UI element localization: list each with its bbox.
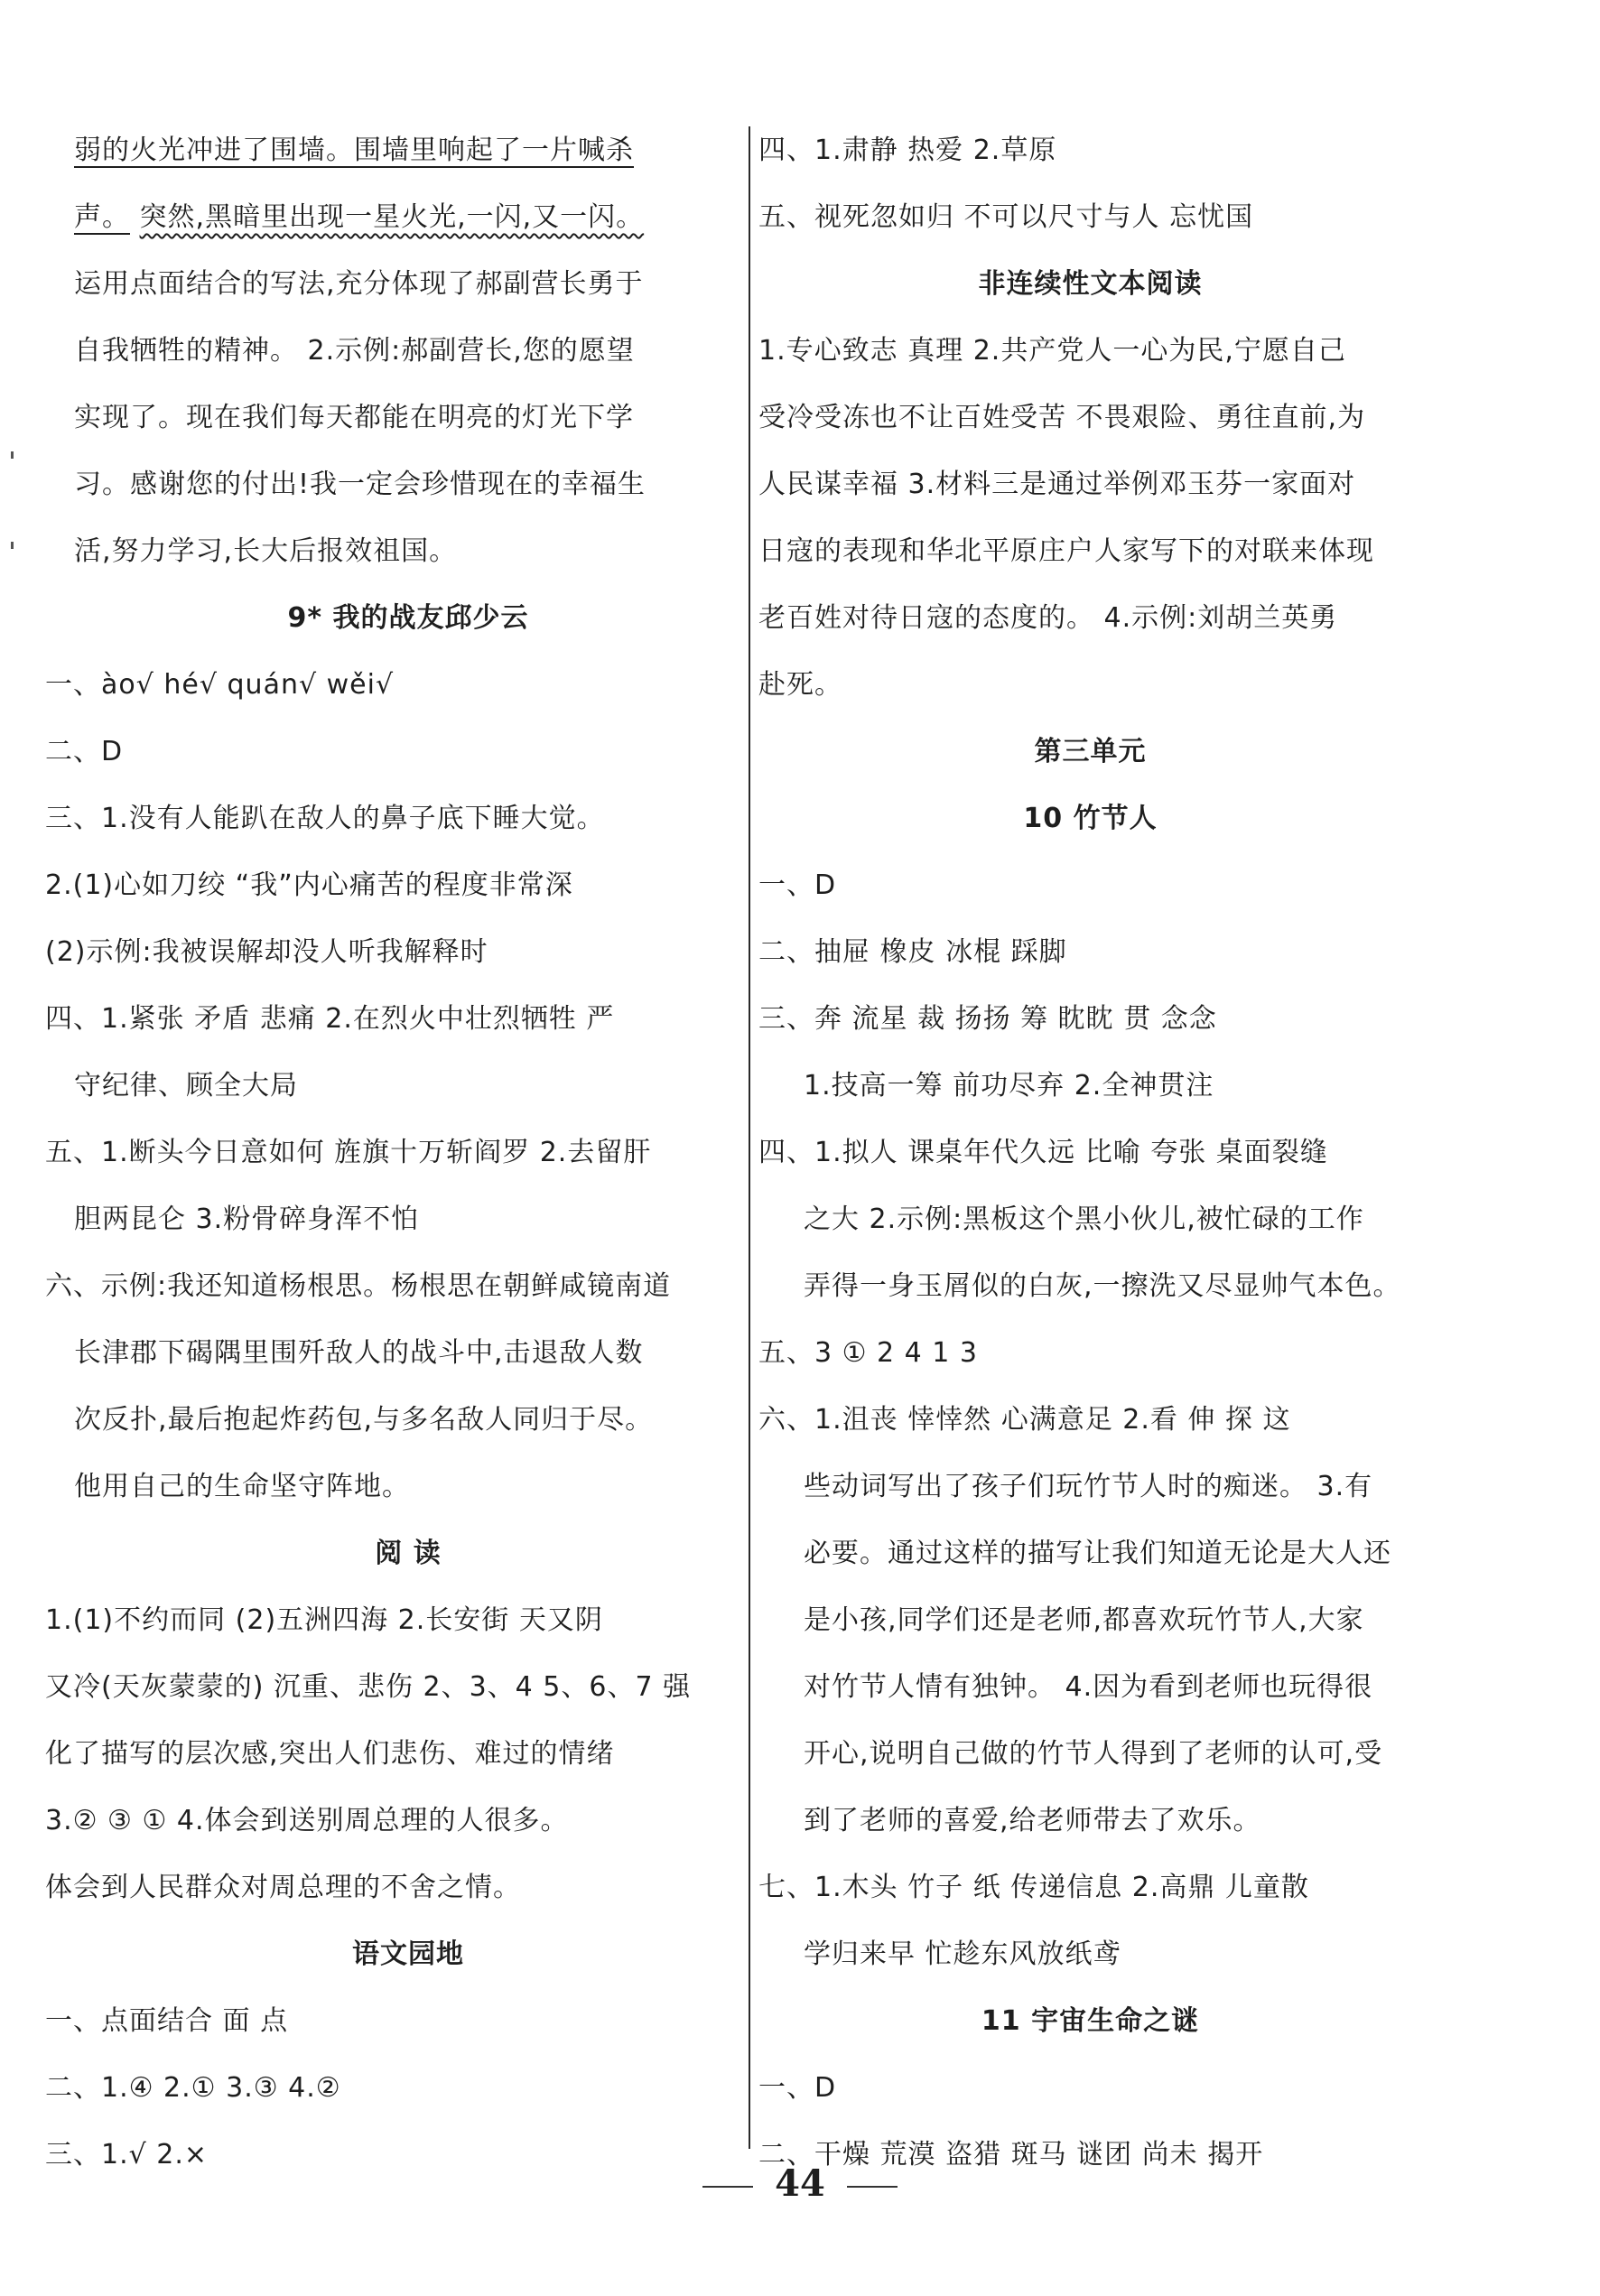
column-divider [749,126,750,2149]
text-line: 一、点面结合 面 点 [45,2005,289,2037]
text-line: 三、1.√ 2.× [45,2139,209,2171]
text-line: 是小孩,同学们还是老师,都喜欢玩竹节人,大家 [804,1604,1364,1636]
section-heading: 10 竹节人 [1023,803,1158,834]
section-heading: 9* 我的战友邱少云 [287,602,529,634]
text-line [74,184,742,251]
text-line: (2)示例:我被误解却没人听我解释时 [45,936,488,968]
text-line: 七、1.木头 竹子 纸 传递信息 2.高鼎 儿童散 [758,1872,1309,1903]
text-line: 弱的火光冲进了围墙。围墙里响起了一片喊杀 [74,135,634,166]
text-line: 胆两昆仑 3.粉骨碎身浑不怕 [74,1204,420,1235]
text-line: 次反扑,最后抱起炸药包,与多名敌人同归于尽。 [74,1404,654,1436]
text-line: 三、1.没有人能趴在敌人的鼻子底下睡大觉。 [45,803,605,834]
text-line: 实现了。现在我们每天都能在明亮的灯光下学 [74,402,634,433]
text-line: 些动词写出了孩子们玩竹节人时的痴迷。 3.有 [804,1471,1373,1502]
text-line: 他用自己的生命坚守阵地。 [74,1471,410,1502]
text-line: 2.(1)心如刀绞 “我”内心痛苦的程度非常深 [45,869,573,901]
text-line: 活,努力学习,长大后报效祖国。 [74,535,458,567]
text-line: 3.② ③ ① 4.体会到送别周总理的人很多。 [45,1805,569,1836]
section-heading: 非连续性文本阅读 [978,268,1203,300]
text-line: 五、3 ① 2 4 1 3 [758,1337,979,1369]
text-line: 守纪律、顾全大局 [74,1070,298,1102]
text-line: 运用点面结合的写法,充分体现了郝副营长勇于 [74,268,644,300]
right-column [758,117,1422,2189]
text-line: 必要。通过这样的描写让我们知道无论是大人还 [804,1538,1391,1569]
text-line: 自我牺牲的精神。 2.示例:郝副营长,您的愿望 [74,335,635,367]
text-line: 二、D [45,736,124,767]
text-line: 化了描写的层次感,突出人们悲伤、难过的情绪 [45,1738,615,1770]
text-line: 人民谋幸福 3.材料三是通过举例邓玉芬一家面对 [758,469,1356,500]
text-line: 二、抽屉 橡皮 冰棍 踩脚 [758,936,1067,968]
footer-dash [702,2186,753,2188]
footer-dash [847,2186,898,2188]
text-line: 六、示例:我还知道杨根思。杨根思在朝鲜咸镜南道 [45,1270,672,1302]
text-line: 一、D [758,869,837,901]
text-line: 六、1.沮丧 悻悻然 心满意足 2.看 伸 探 这 [758,1404,1291,1436]
text-line: 习。感谢您的付出!我一定会珍惜现在的幸福生 [74,469,647,500]
underlined-text: 声。 [74,201,130,233]
text-line: 四、1.紧张 矛盾 悲痛 2.在烈火中壮烈牺牲 严 [45,1003,615,1035]
page-number: 44 [775,2162,825,2205]
text-line: 之大 2.示例:黑板这个黑小伙儿,被忙碌的工作 [804,1204,1364,1235]
text-line: 三、奔 流星 裁 扬扬 筹 眈眈 贯 念念 [758,1003,1217,1035]
text-line: 对竹节人情有独钟。 4.因为看到老师也玩得很 [804,1671,1373,1703]
text-line: 五、1.断头今日意如何 旌旗十万斩阎罗 2.去留肝 [45,1137,652,1168]
text-line: 受冷受冻也不让百姓受苦 不畏艰险、勇往直前,为 [758,402,1366,433]
text-line: 1.技高一筹 前功尽弃 2.全神贯注 [804,1070,1214,1102]
text-line: 体会到人民群众对周总理的不舍之情。 [45,1872,521,1903]
text-line: 赴死。 [758,669,842,701]
text-line: 又冷(天灰蒙蒙的) 沉重、悲伤 2、3、4 5、6、7 强 [45,1671,692,1703]
text-line: 二、1.④ 2.① 3.③ 4.② [45,2072,341,2104]
text-line: 日寇的表现和华北平原庄户人家写下的对联来体现 [758,535,1374,567]
text-line: 弄得一身玉屑似的白灰,一擦洗又尽显帅气本色。 [804,1270,1401,1302]
scan-speck [11,451,14,459]
section-heading: 11 宇宙生命之谜 [981,2005,1200,2037]
text-line: 1.专心致志 真理 2.共产党人一心为民,宁愿自己 [758,335,1346,367]
text-line: 学归来早 忙趁东风放纸鸢 [804,1938,1121,1970]
text-line: 一、ào√ hé√ quán√ wěi√ [45,669,395,701]
page-footer [0,2162,1600,2205]
text-line: 二、干燥 荒漠 盗猎 斑马 谜团 尚未 揭开 [758,2139,1264,2171]
text-line: 四、1.拟人 课桌年代久远 比喻 夸张 桌面裂缝 [758,1137,1328,1168]
text-line: 一、D [758,2072,837,2104]
unit-heading: 第三单元 [1034,736,1147,767]
section-heading: 语文园地 [352,1938,464,1970]
text-line: 长津郡下碣隅里围歼敌人的战斗中,击退敌人数 [74,1337,644,1369]
wavy-underlined-text: 突然,黑暗里出现一星火光,一闪,又一闪。 [139,201,645,233]
text-line: 1.(1)不约而同 (2)五洲四海 2.长安街 天又阴 [45,1604,603,1636]
text-line: 到了老师的喜爱,给老师带去了欢乐。 [804,1805,1261,1836]
text-line: 五、视死忽如归 不可以尺寸与人 忘忧国 [758,201,1254,233]
text-line: 四、1.肃静 热爱 2.草原 [758,135,1057,166]
left-column [45,117,742,2189]
scan-speck [11,542,14,549]
text-line: 老百姓对待日寇的态度的。 4.示例:刘胡兰英勇 [758,602,1338,634]
section-heading: 阅 读 [375,1538,442,1569]
text-line: 开心,说明自己做的竹节人得到了老师的认可,受 [804,1738,1383,1770]
